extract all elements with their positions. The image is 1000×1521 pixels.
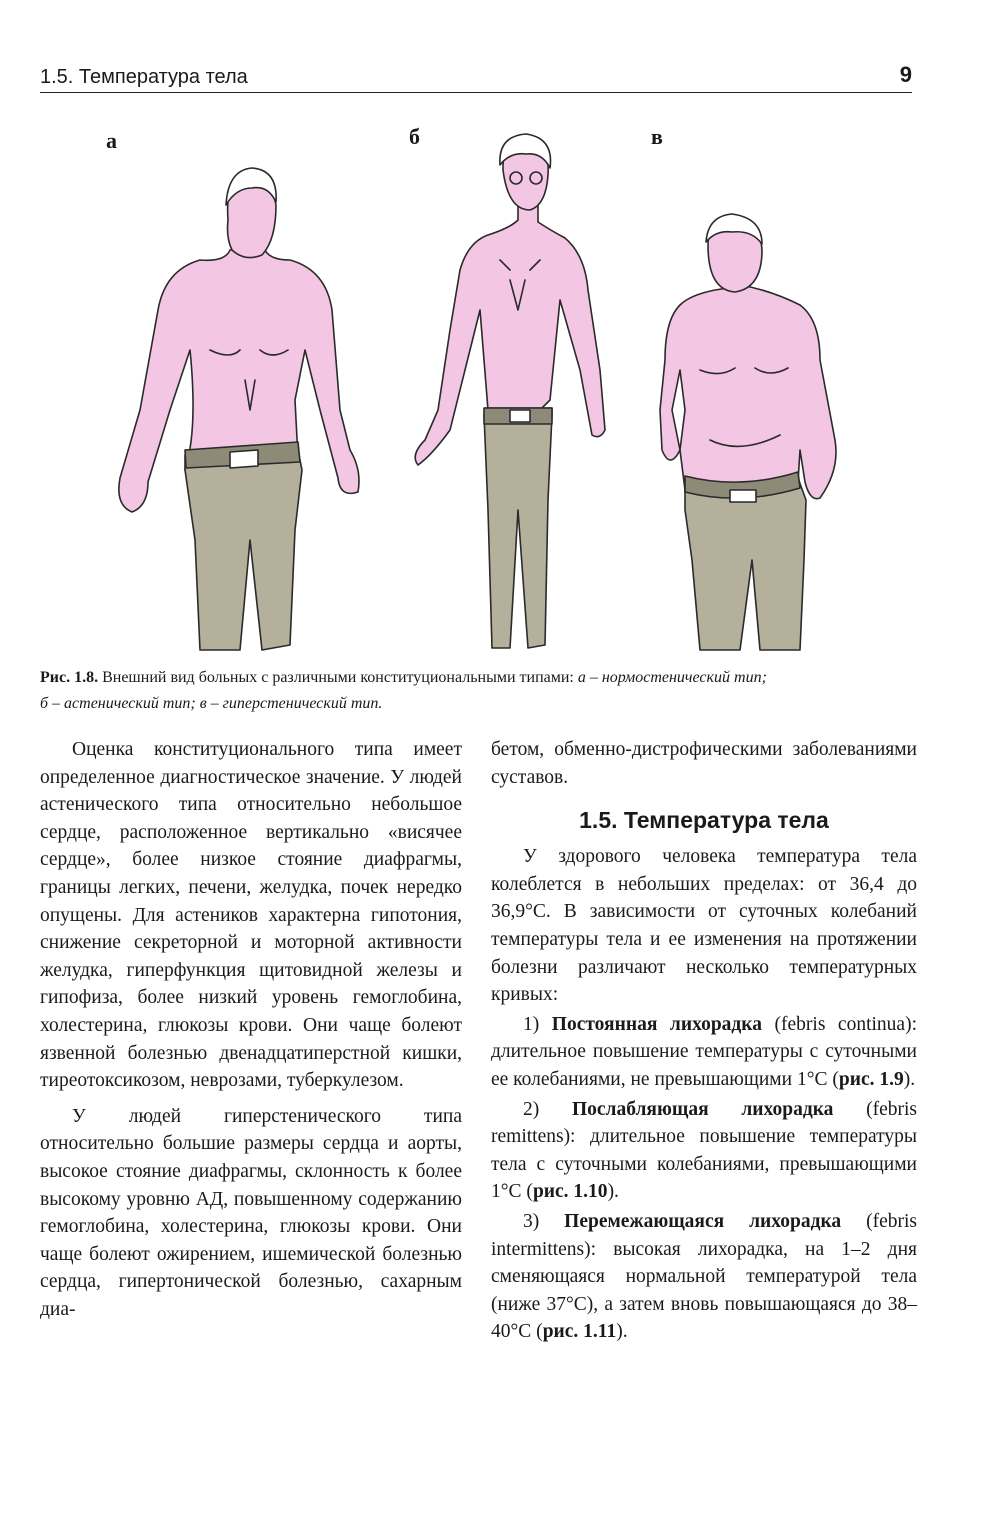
paragraph-continuation: бетом, обменно-дистрофическими заболеваниями суставов. (491, 739, 917, 788)
list-item-end: ). (616, 1321, 628, 1343)
list-item-term: Послабляющая лихорадка (571, 1098, 834, 1120)
section-heading: 1.5. Температура тела (579, 807, 829, 834)
figure-reference: рис. 1.11 (542, 1321, 617, 1343)
header-section-title: 1.5. Температура тела (40, 66, 248, 88)
list-item-term: Постоянная лихорадка (551, 1013, 762, 1035)
list-item-number: 1) (523, 1013, 540, 1035)
left-column (40, 736, 462, 1323)
list-item-number: 3) (523, 1210, 540, 1232)
list-item-term: Перемежающаяся лихорадка (564, 1210, 842, 1232)
list-item-end: ). (903, 1068, 916, 1090)
list-item-number: 2) (523, 1098, 540, 1120)
list-item-intermittens (491, 1208, 917, 1346)
paragraph-hypersthenic: У людей гиперстенического типа относительно большие размеры сердца и аорты, высокое стояние диафрагмы, склонность к более высокому уровню АД, повышенному содержанию гемоглобина, холестерина, глюкозы крови. Они чаще болеют ожирением, ишемической болезнью сердца, гипертонической болезнью, сахарным диа- (40, 1105, 462, 1320)
list-item-continua (491, 1011, 917, 1094)
caption-type-b: б – астенический тип; (40, 695, 196, 712)
figure-reference: рис. 1.10 (532, 1181, 608, 1203)
list-item-remittens (491, 1096, 917, 1206)
paragraph-constitution: Оценка конституционального типа имеет определенное диагностическое значение. У людей астенического типа относительно небольшое сердце, расположенное вертикально «висячее сердце», более низкое стояние диафрагмы, границы легких, печени, желудка, почек нередко опущены. Для астеников характерна гипотония, снижение секреторной и моторной активности желудка, гиперфункция щитовидной железы и гипофиза, более низкий уровень гемоглобина, холестерина, глюкозы крови. Они чаще болеют язвенной болезнью двенадцатиперстной кишки, тиреотоксикозом, неврозами, туберкулезом. (40, 739, 462, 1092)
figure-caption (40, 665, 940, 717)
figure-reference: рис. 1.9 (838, 1068, 904, 1090)
panel-label-c: в (651, 124, 663, 149)
paragraph-temperature-intro: У здорового человека температура тела колеблется в небольших пределах: от 36,4 до 36,9°С. В зависимости от суточных колебаний температуры тела и ее изменения на протяжении болезни различают несколько температурных кривых: (491, 846, 917, 1006)
caption-lead: Рис. 1.8. (40, 669, 99, 686)
right-column (491, 736, 917, 1346)
asthenic-figure (415, 134, 605, 648)
panel-label-a: а (106, 128, 117, 153)
caption-type-c: в – гиперстенический тип. (199, 695, 383, 712)
list-item-text: (febris remittens): длительное повышение температуры тела с суточными колебаниями, превышающими 1°С ( (491, 1098, 918, 1203)
normosthenic-figure (119, 168, 359, 650)
panel-label-b: б (409, 124, 420, 149)
body-types-illustration (40, 110, 940, 665)
list-item-text: (febris intermittens): высокая лихорадка, на 1–2 дня сменяющаяся нормальной температурой тела (ниже 37°С), а затем вновь повышающаяся до 38–40°С ( (491, 1210, 917, 1343)
figure-1-8 (40, 110, 940, 665)
list-item-end: ). (607, 1181, 619, 1203)
page-number: 9 (899, 62, 912, 87)
caption-type-a: а – нормостенический тип; (577, 669, 767, 686)
caption-text: Внешний вид больных с различными конституциональными типами: (98, 669, 578, 686)
running-header (40, 60, 912, 93)
hypersthenic-figure (660, 214, 836, 650)
list-item-text: (febris continua): длительное повышение температуры с суточными ее колебаниями, не превышающими 1°С ( (491, 1013, 917, 1090)
